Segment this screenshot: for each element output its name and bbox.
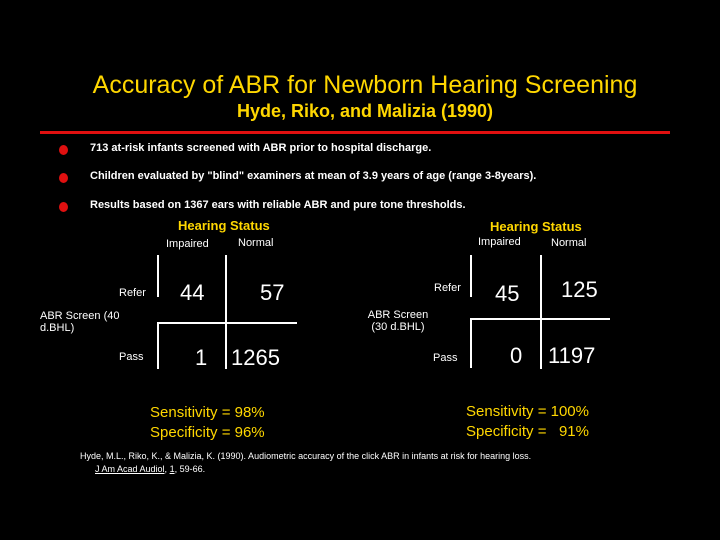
right-specificity: Specificity = 91% — [466, 423, 589, 440]
left-pass-normal: 1265 — [231, 345, 280, 370]
reference-journal: J Am Acad Audiol — [95, 464, 165, 474]
reference-volume: 1 — [169, 464, 175, 474]
bullet-1: 713 at-risk infants screened with ABR prior to hospital discharge. — [90, 142, 432, 154]
bullet-3: Results based on 1367 ears with reliable ABR and pure tone thresholds. — [90, 199, 466, 211]
left-screen-label: ABR Screen (40 d.BHL) — [40, 310, 120, 334]
right-hearing-status-label: Hearing Status — [490, 219, 582, 234]
right-sensitivity: Sensitivity = 100% — [466, 403, 589, 420]
right-col-impaired: Impaired — [478, 236, 521, 248]
right-refer-normal: 125 — [561, 277, 598, 302]
right-table-row-divider — [470, 318, 610, 320]
right-screen-label: ABR Screen (30 d.BHL) — [367, 309, 429, 333]
title-divider — [40, 131, 670, 134]
left-hearing-status-label: Hearing Status — [178, 218, 270, 233]
left-pass-impaired: 1 — [195, 345, 208, 370]
bullet-dot-icon — [59, 145, 68, 155]
left-table-border-left-top — [157, 255, 159, 297]
right-refer-impaired: 45 — [495, 281, 520, 306]
left-table-row-divider — [157, 322, 297, 324]
left-specificity: Specificity = 96% — [150, 424, 265, 441]
left-row-refer: Refer — [119, 287, 146, 299]
right-row-pass: Pass — [433, 352, 458, 364]
left-refer-normal: 57 — [260, 280, 285, 305]
right-col-normal: Normal — [551, 237, 587, 249]
right-row-refer: Refer — [434, 282, 461, 294]
slide-subtitle: Hyde, Riko, and Malizia (1990) — [236, 101, 494, 121]
left-col-impaired: Impaired — [166, 238, 209, 250]
left-refer-impaired: 44 — [180, 280, 205, 305]
bullet-dot-icon — [59, 202, 68, 212]
left-sensitivity: Sensitivity = 98% — [150, 404, 265, 421]
reference-pages: , 59-66. — [174, 464, 206, 474]
slide-title: Accuracy of ABR for Newborn Hearing Screening — [92, 71, 638, 99]
left-table-border-left-bottom — [157, 322, 159, 369]
left-table-divider — [225, 255, 227, 369]
right-table-border-left-top — [470, 255, 472, 297]
right-table-divider — [540, 255, 542, 369]
right-pass-impaired: 0 — [510, 343, 523, 368]
bullet-2: Children evaluated by "blind" examiners at mean of 3.9 years of age (range 3-8years). — [90, 170, 537, 182]
right-table-border-left-bottom — [470, 318, 472, 368]
reference-separator: , — [164, 464, 170, 474]
right-pass-normal: 1197 — [548, 343, 596, 368]
left-col-normal: Normal — [238, 237, 274, 249]
reference-line-1: Hyde, M.L., Riko, K., & Malizia, K. (1990). Audiometric accuracy of the click ABR in infants at risk for hearing loss. — [80, 451, 532, 461]
left-row-pass: Pass — [119, 351, 144, 363]
reference-line-2 — [95, 464, 205, 474]
bullet-dot-icon — [59, 173, 68, 183]
